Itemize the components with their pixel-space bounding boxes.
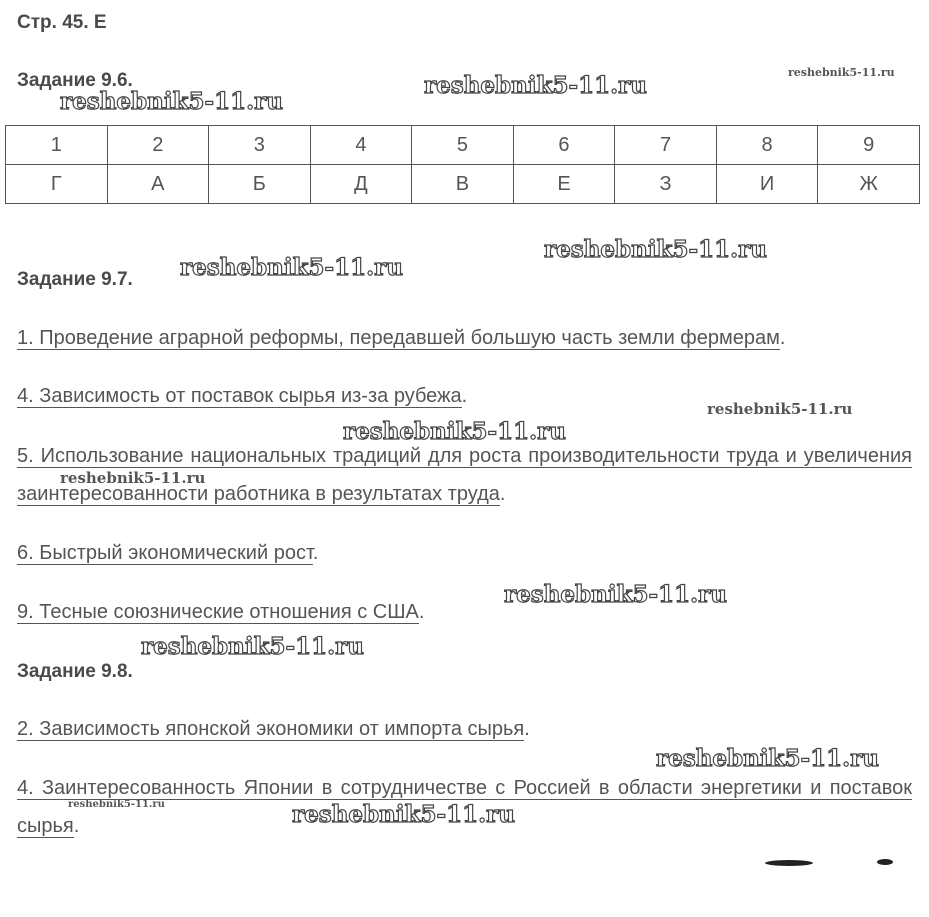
table-cell: Г — [6, 165, 108, 204]
table-cell: 9 — [818, 126, 920, 165]
watermark: reshebnik5-11.ru — [656, 745, 879, 772]
watermark: reshebnik5-11.ru — [504, 581, 727, 608]
table-cell: 1 — [6, 126, 108, 165]
watermark: reshebnik5-11.ru — [60, 469, 206, 487]
answer-item: 5. Использование национальных традиций для роста производительности труда и увеличения заинтересованности работника в результатах труда. — [17, 445, 912, 505]
table-cell: Б — [209, 165, 311, 204]
watermark: reshebnik5-11.ru — [180, 254, 403, 281]
answer-text: 5. Использование национальных традиций для роста производительности труда и увеличения заинтересованности работника в результатах труда — [17, 445, 912, 505]
table-cell: 2 — [107, 126, 209, 165]
table-cell: В — [412, 165, 514, 204]
answer-item: 6. Быстрый экономический рост. — [17, 542, 319, 564]
table-cell: 3 — [209, 126, 311, 165]
table-cell: Ж — [818, 165, 920, 204]
table-cell: И — [716, 165, 818, 204]
table-cell: 5 — [412, 126, 514, 165]
answer-item: 2. Зависимость японской экономики от импорта сырья. — [17, 718, 530, 740]
task-9-8-title: Задание 9.8. — [17, 661, 133, 682]
ink-blot — [877, 859, 893, 865]
task-9-7-title: Задание 9.7. — [17, 269, 133, 290]
watermark: reshebnik5-11.ru — [292, 801, 515, 828]
table-cell: Е — [513, 165, 615, 204]
table-row-letters — [6, 165, 920, 204]
answer-text: 6. Быстрый экономический рост — [17, 542, 313, 564]
table-cell: 4 — [310, 126, 412, 165]
watermark: reshebnik5-11.ru — [424, 72, 647, 99]
answer-table — [5, 125, 920, 204]
answer-item: 4. Заинтересованность Японии в сотрудничестве с Россией в области энергетики и поставок сырья. — [17, 777, 912, 837]
watermark: reshebnik5-11.ru — [343, 418, 566, 445]
table-cell: 6 — [513, 126, 615, 165]
answer-text: 4. Заинтересованность Японии в сотрудничестве с Россией в области энергетики и поставок сырья — [17, 777, 912, 837]
table-cell: 7 — [615, 126, 717, 165]
watermark: reshebnik5-11.ru — [68, 799, 165, 810]
watermark: reshebnik5-11.ru — [707, 400, 853, 418]
answer-item: 1. Проведение аграрной реформы, передавшей большую часть земли фермерам. — [17, 327, 786, 349]
table-cell: 8 — [716, 126, 818, 165]
table-cell: З — [615, 165, 717, 204]
ink-blot — [765, 860, 813, 866]
watermark: reshebnik5-11.ru — [788, 66, 895, 79]
answer-item: 9. Тесные союзнические отношения с США. — [17, 601, 425, 623]
answer-item: 4. Зависимость от поставок сырья из-за рубежа. — [17, 385, 468, 407]
answer-text: 9. Тесные союзнические отношения с США — [17, 601, 419, 623]
answer-text: 2. Зависимость японской экономики от импорта сырья — [17, 718, 525, 740]
table-cell: А — [107, 165, 209, 204]
watermark: reshebnik5-11.ru — [141, 633, 364, 660]
table-cell: Д — [310, 165, 412, 204]
page-header: Стр. 45. Е — [17, 12, 107, 33]
table-row-numbers — [6, 126, 920, 165]
task-9-6-title: Задание 9.6. — [17, 70, 133, 91]
answer-text: 1. Проведение аграрной реформы, передавшей большую часть земли фермерам — [17, 327, 780, 349]
watermark: reshebnik5-11.ru — [544, 236, 767, 263]
watermark: reshebnik5-11.ru — [60, 88, 283, 115]
answer-text: 4. Зависимость от поставок сырья из-за рубежа — [17, 385, 462, 407]
